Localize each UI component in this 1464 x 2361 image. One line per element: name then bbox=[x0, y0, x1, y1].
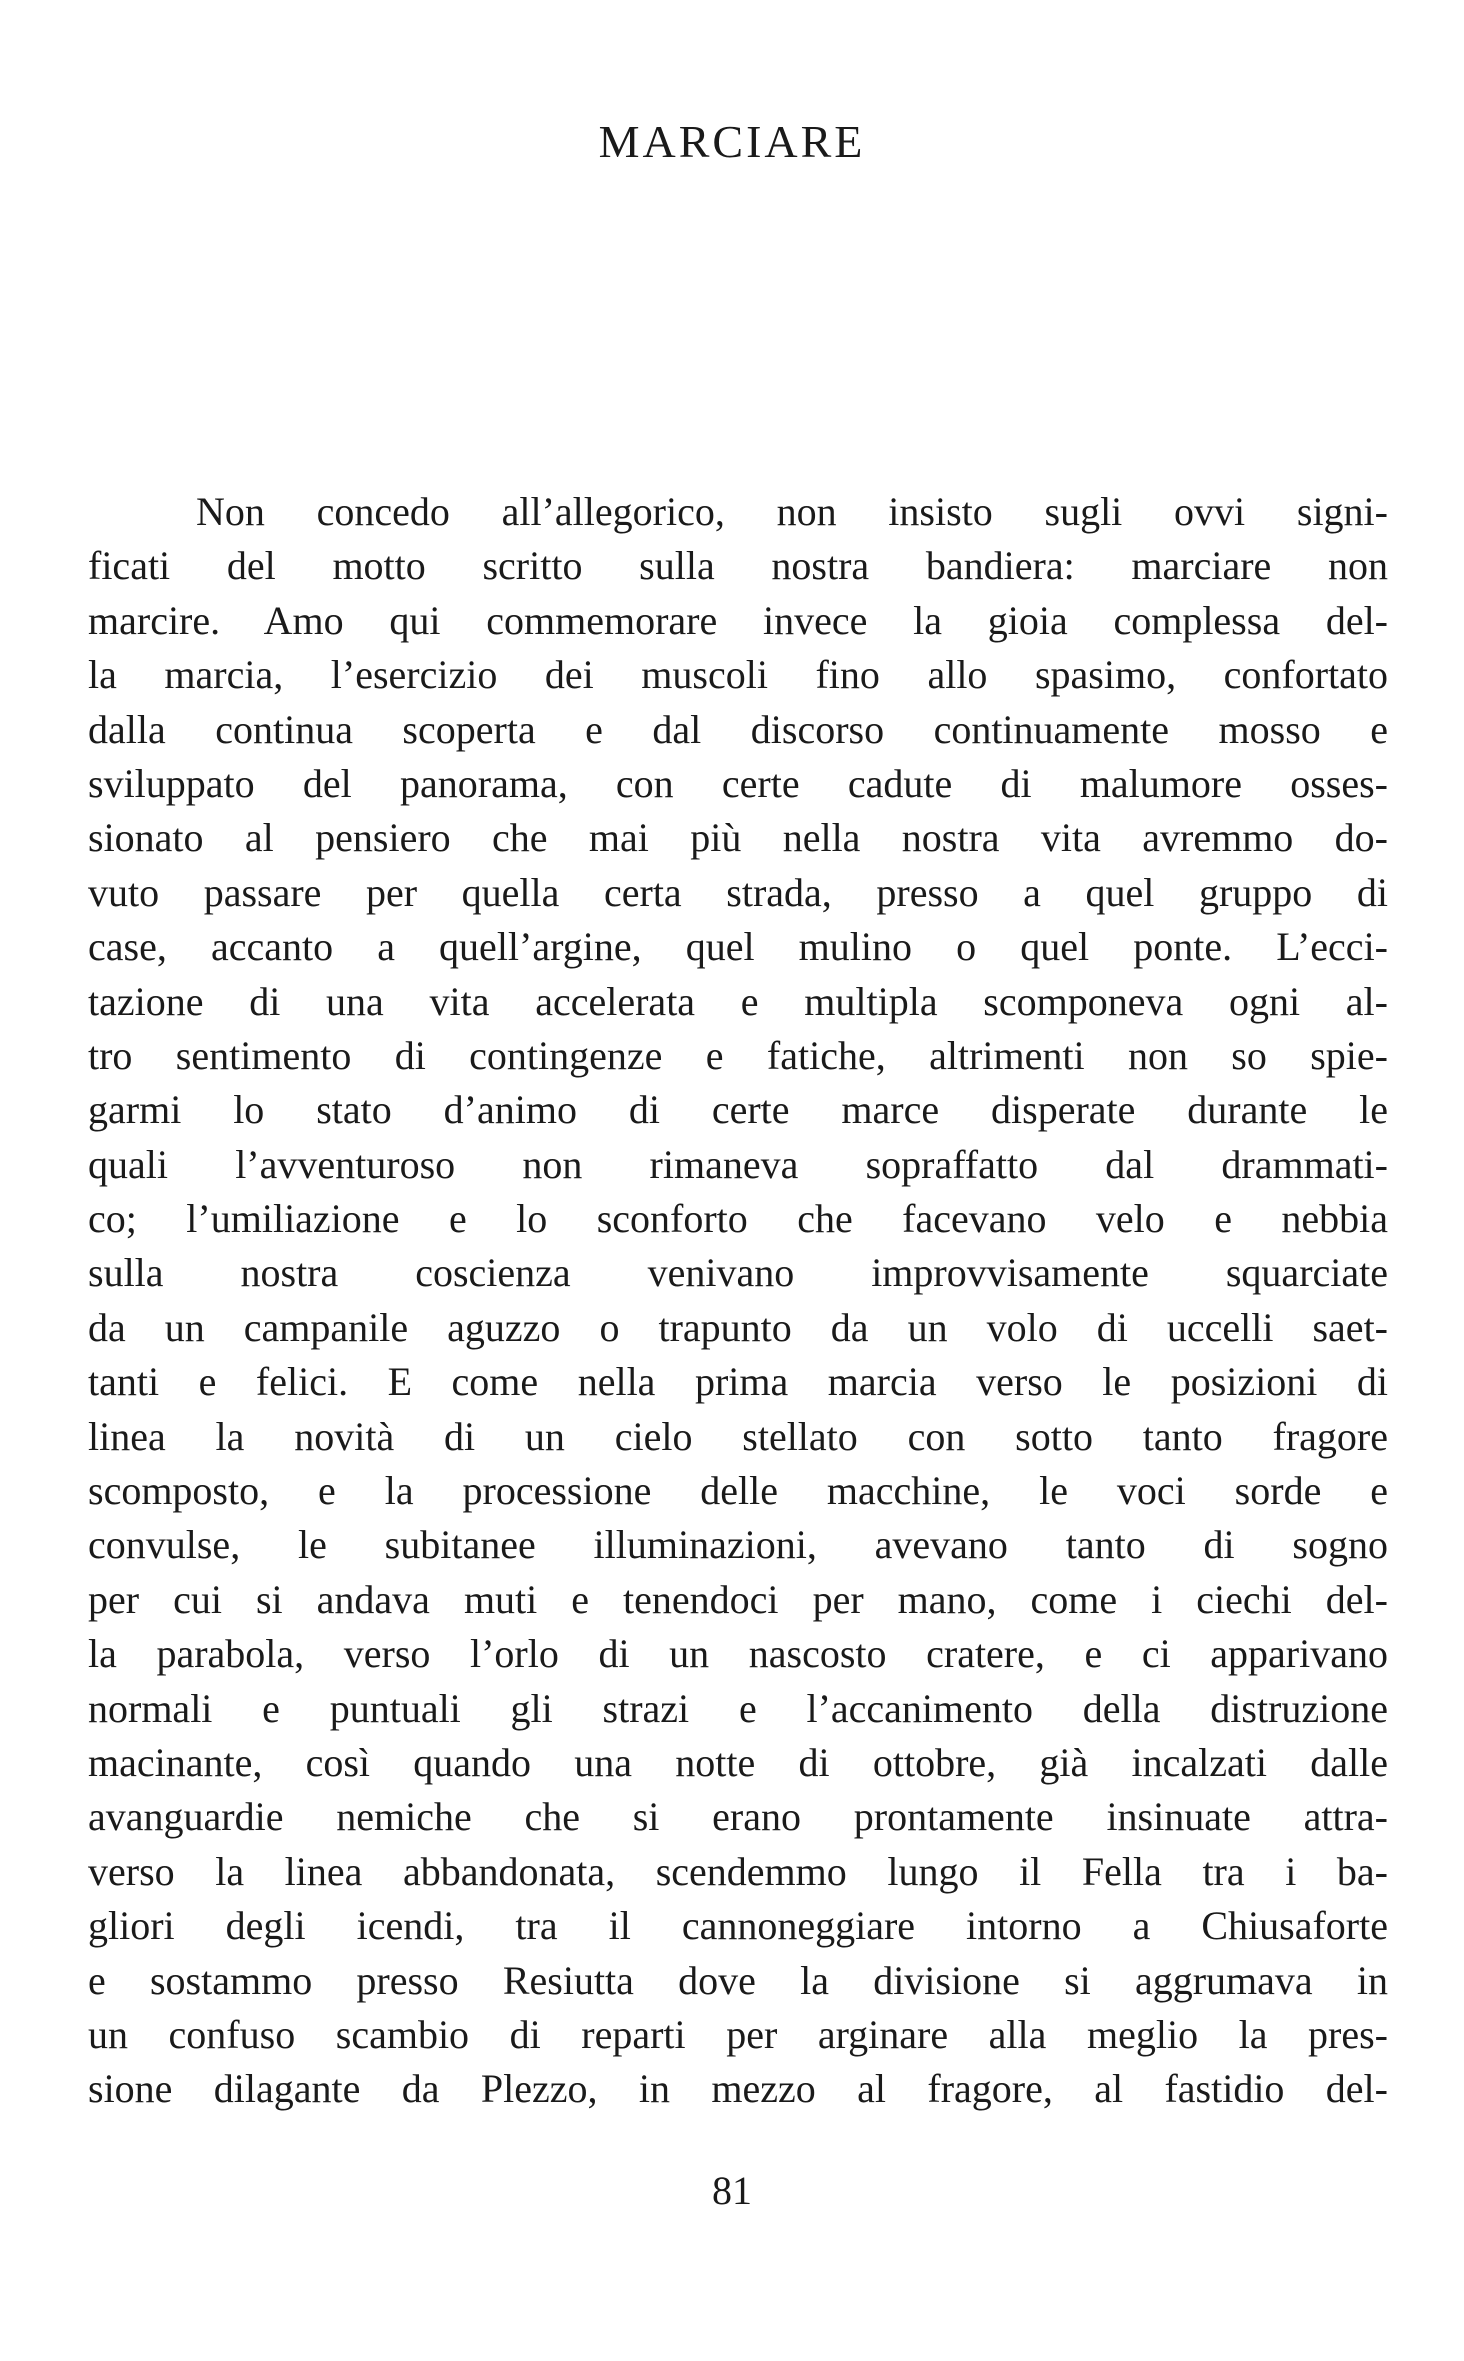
text-line: sulla nostra coscienza venivano improvvisamente squarciate bbox=[88, 1250, 1388, 1296]
text-line: la marcia, l’esercizio dei muscoli fino allo spasimo, confortato bbox=[88, 652, 1388, 698]
text-line: quali l’avventuroso non rimaneva sopraffatto dal drammati- bbox=[88, 1141, 1388, 1187]
text-line: la parabola, verso l’orlo di un nascosto cratere, e ci apparivano bbox=[88, 1631, 1388, 1677]
text-line: dalla continua scoperta e dal discorso continuamente mosso e bbox=[88, 706, 1388, 752]
text-line: e sostammo presso Resiutta dove la divisione si aggrumava in bbox=[88, 1957, 1388, 2003]
text-line: normali e puntuali gli strazi e l’accanimento della distruzione bbox=[88, 1685, 1388, 1731]
text-line: da un campanile aguzzo o trapunto da un volo di uccelli saet- bbox=[88, 1304, 1388, 1350]
text-line: avanguardie nemiche che si erano prontamente insinuate attra- bbox=[88, 1794, 1388, 1840]
text-line: case, accanto a quell’argine, quel mulino o quel ponte. L’ecci- bbox=[88, 924, 1388, 970]
text-line: vuto passare per quella certa strada, presso a quel gruppo di bbox=[88, 869, 1388, 915]
text-line: sione dilagante da Plezzo, in mezzo al fragore, al fastidio del- bbox=[88, 2066, 1388, 2112]
text-line: tazione di una vita accelerata e multipla scomponeva ogni al- bbox=[88, 978, 1388, 1024]
text-line: Non concedo all’allegorico, non insisto sugli ovvi signi- bbox=[196, 489, 1388, 534]
text-line: scomposto, e la processione delle macchine, le voci sorde e bbox=[88, 1468, 1388, 1514]
text-line: ficati del motto scritto sulla nostra bandiera: marciare non bbox=[88, 543, 1388, 589]
text-line: sionato al pensiero che mai più nella nostra vita avremmo do- bbox=[88, 815, 1388, 861]
text-line: garmi lo stato d’animo di certe marce disperate durante le bbox=[88, 1087, 1388, 1133]
text-line: un confuso scambio di reparti per arginare alla meglio la pres- bbox=[88, 2011, 1388, 2057]
text-line: tro sentimento di contingenze e fatiche, altrimenti non so spie- bbox=[88, 1032, 1388, 1078]
text-line: sviluppato del panorama, con certe cadute di malumore osses- bbox=[88, 760, 1388, 806]
text-line: convulse, le subitanee illuminazioni, avevano tanto di sogno bbox=[88, 1522, 1388, 1568]
text-line: per cui si andava muti e tenendoci per mano, come i ciechi del- bbox=[88, 1576, 1388, 1622]
body-text bbox=[88, 485, 1388, 2117]
text-line: marcire. Amo qui commemorare invece la gioia complessa del- bbox=[88, 597, 1388, 643]
text-line: verso la linea abbandonata, scendemmo lungo il Fella tra i ba- bbox=[88, 1848, 1388, 1894]
text-line: linea la novità di un cielo stellato con sotto tanto fragore bbox=[88, 1413, 1388, 1459]
text-line: co; l’umiliazione e lo sconforto che facevano velo e nebbia bbox=[88, 1196, 1388, 1242]
text-line: macinante, così quando una notte di ottobre, già incalzati dalle bbox=[88, 1739, 1388, 1785]
chapter-title: MARCIARE bbox=[598, 116, 866, 167]
page-number: 81 bbox=[712, 2168, 752, 2213]
text-line: tanti e felici. E come nella prima marcia verso le posizioni di bbox=[88, 1359, 1388, 1405]
text-line: gliori degli icendi, tra il cannoneggiare intorno a Chiusaforte bbox=[88, 1903, 1388, 1949]
